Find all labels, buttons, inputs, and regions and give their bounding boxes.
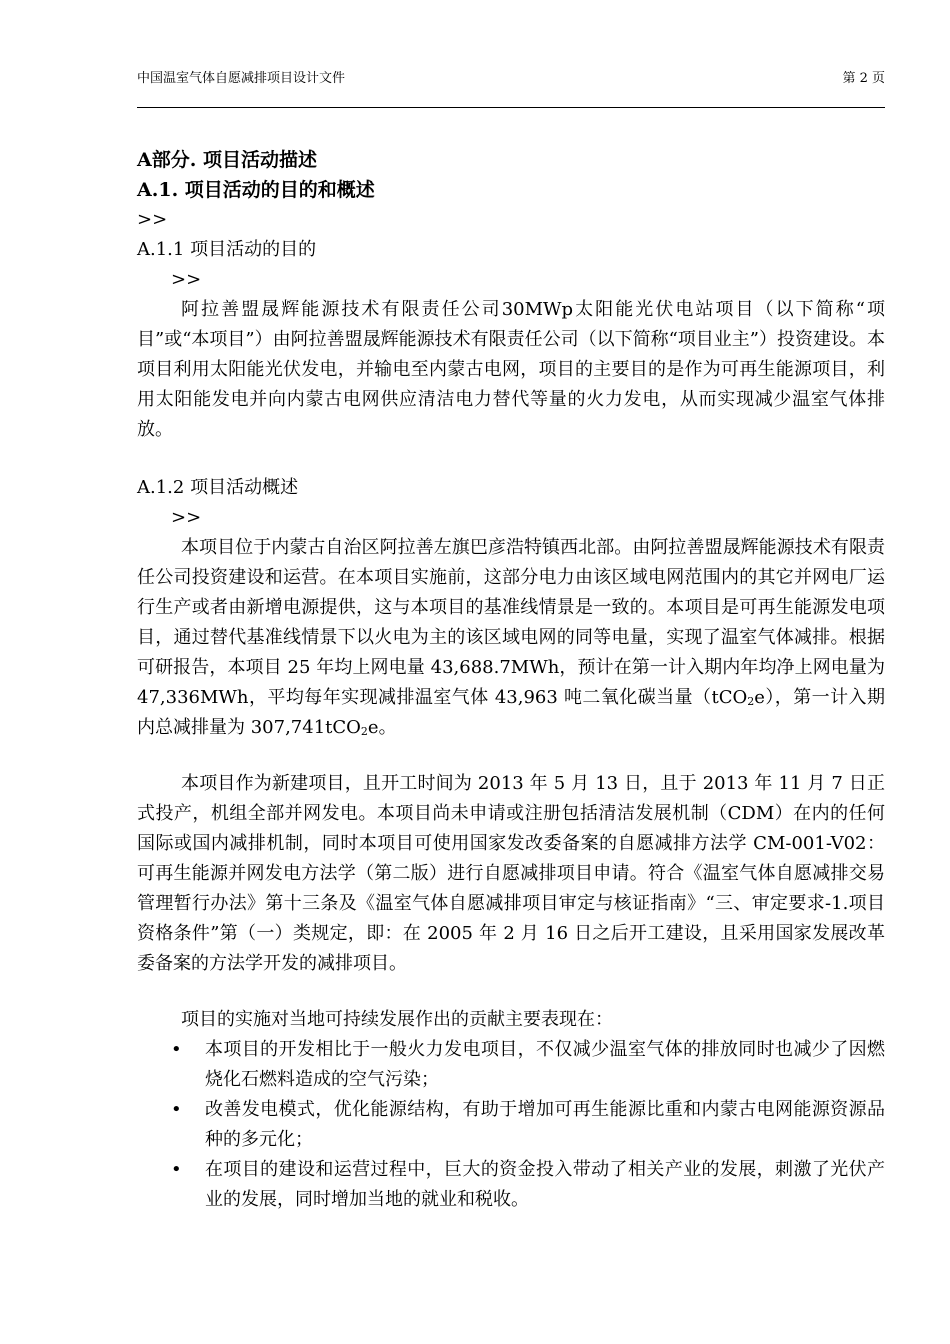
bullet-icon: • — [171, 1039, 182, 1060]
section-subtitle: A.1. 项目活动的目的和概述 — [137, 179, 375, 201]
overview-heading: A.1.2 项目活动概述 — [137, 477, 299, 498]
document-body — [137, 145, 885, 1215]
page-header — [137, 67, 885, 108]
document-title: 中国温室气体自愿减排项目设计文件 — [137, 71, 346, 86]
marker: >> — [137, 209, 168, 230]
marker: >> — [171, 507, 202, 528]
contribution-list — [137, 1035, 885, 1215]
bullet-icon: • — [171, 1159, 182, 1180]
list-item: • 在项目的建设和运营过程中，巨大的资金投入带动了相关产业的发展，刺激了光伏产业的发展，同时增加当地的就业和税收。 — [137, 1155, 885, 1215]
list-item: • 改善发电模式，优化能源结构，有助于增加可再生能源比重和内蒙古电网能源资源品种的多元化； — [137, 1095, 885, 1155]
list-item: • 本项目的开发相比于一般火力发电项目，不仅减少温室气体的排放同时也减少了因燃烧化石燃料造成的空气污染； — [137, 1035, 885, 1095]
bullet-icon: • — [171, 1099, 182, 1120]
page-number: 第 2 页 — [842, 71, 885, 86]
marker: >> — [171, 269, 202, 290]
purpose-heading: A.1.1 项目活动的目的 — [137, 239, 317, 260]
purpose-paragraph: 阿拉善盟晟辉能源技术有限责任公司30MWp太阳能光伏电站项目（以下简称“项目”或“本项目”）由阿拉善盟晟辉能源技术有限责任公司（以下简称“项目业主”）投资建设。本项目利用太阳能光伏发电，并输电至内蒙古电网，项目的主要目的是作为可再生能源项目，利用太阳能发电并向内蒙古电网供应清洁电力替代等量的火力发电，从而实现减少温室气体排放。 — [137, 299, 886, 440]
overview-paragraph-1: 本项目位于内蒙古自治区阿拉善左旗巴彦浩特镇西北部。由阿拉善盟晟辉能源技术有限责任公司投资建设和运营。在本项目实施前，这部分电力由该区域电网范围内的其它并网电厂运行生产或者由新增电源提供，这与本项目的基准线情景是一致的。本项目是可再生能源发电项目，通过替代基准线情景下以火电为主的该区域电网的同等电量，实现了温室气体减排。根据可研报告，本项目 25 年均上网电量 43,688.7MWh，预计在第一计入期内年均净上网电量为 47,336MWh，平均每年实现减排温室气体 43,963 吨二氧化碳当量（tCO$_2$e），第一计入期内总减排量为 307,741tCO$_2$e。 — [137, 537, 885, 738]
overview-paragraph-2: 本项目作为新建项目，且开工时间为 2013 年 5 月 13 日，且于 2013 年 11 月 7 日正式投产，机组全部并网发电。本项目尚未申请或注册包括清洁发展机制（CDM）在内的任何国际或国内减排机制，同时本项目可使用国家发改委备案的自愿减排方法学 CM-001-V02：可再生能源并网发电方法学（第二版）进行自愿减排项目申请。符合《温室气体自愿减排交易管理暂行办法》第十三条及《温室气体自愿减排项目审定与核证指南》“三、审定要求-1.项目资格条件”第（一）类规定，即：在 2005 年 2 月 16 日之后开工建设，且采用国家发展改革委备案的方法学开发的减排项目。 — [137, 773, 885, 974]
contribution-intro: 项目的实施对当地可持续发展作出的贡献主要表现在： — [181, 1009, 613, 1030]
section-title: A部分. 项目活动描述 — [137, 149, 317, 171]
